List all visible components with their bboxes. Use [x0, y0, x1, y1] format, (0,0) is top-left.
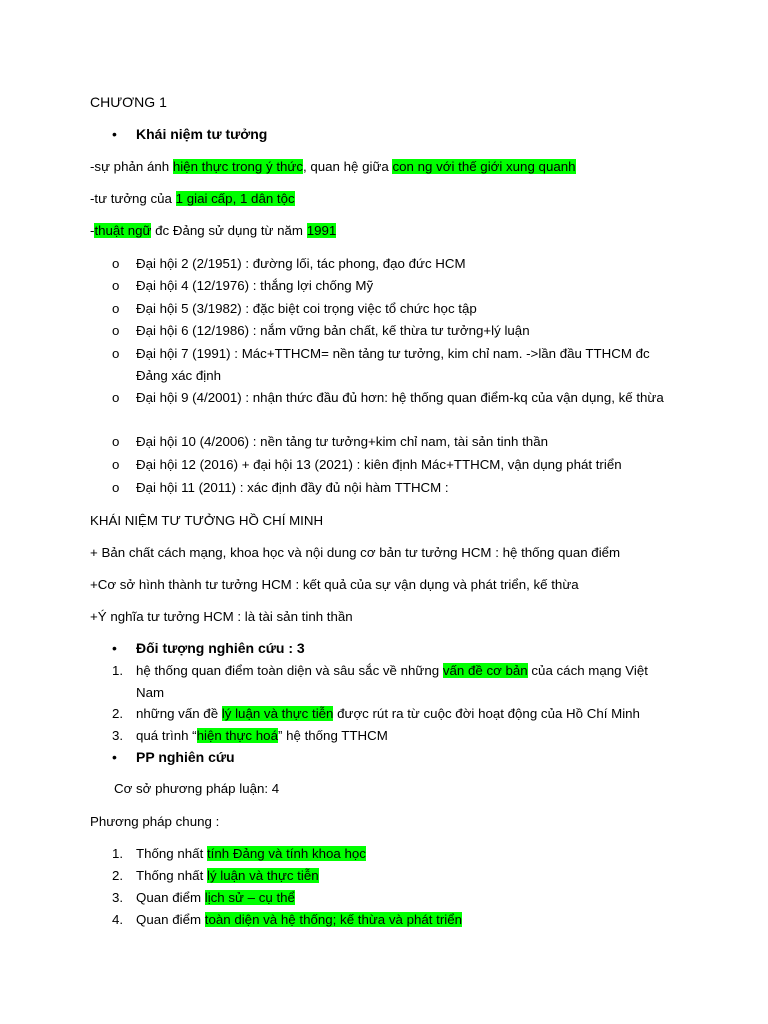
- text-line: + Bản chất cách mạng, khoa học và nội dung cơ bản tư tưởng HCM : hệ thống quan điểm: [90, 545, 621, 560]
- list-item: 2. Thống nhất lý luận và thực tiễn: [112, 868, 319, 883]
- highlighted-text: toàn diện và hệ thống; kế thừa và phát triển: [204, 912, 463, 927]
- bullet-icon: •: [112, 126, 117, 142]
- section-heading-research-object: [112, 639, 305, 658]
- section-title: Khái niệm tư tưởng: [136, 126, 268, 142]
- section-heading-methods: [112, 748, 235, 767]
- bullet-icon: •: [112, 640, 117, 656]
- highlighted-text: con ng với thế giới xung quanh: [392, 159, 576, 174]
- concept-title: KHÁI NIỆM TƯ TƯỞNG HỒ CHÍ MINH: [90, 513, 324, 528]
- text-line: Cơ sở phương pháp luận: 4: [114, 781, 280, 796]
- list-item: o Đại hội 11 (2011) : xác định đầy đủ nội hàm TTHCM :: [112, 480, 449, 495]
- highlighted-text: thuật ngữ: [94, 223, 152, 238]
- chapter-title: CHƯƠNG 1: [90, 94, 167, 110]
- highlighted-text: tính Đảng và tính khoa học: [206, 846, 366, 861]
- text-line: -thuật ngữ đc Đảng sử dụng từ năm 1991: [90, 223, 337, 238]
- list-item: o Đại hội 6 (12/1986) : nắm vững bản chất, kế thừa tư tưởng+lý luận: [112, 323, 530, 338]
- list-item: o Đại hội 4 (12/1976) : thắng lợi chống Mỹ: [112, 278, 374, 293]
- highlighted-text: 1991: [306, 223, 337, 238]
- list-item: 1. hệ thống quan điểm toàn diện và sâu sắc về những vấn đề cơ bản của cách mạng Việt Nam: [112, 663, 648, 700]
- list-item: o Đại hội 7 (1991) : Mác+TTHCM= nền tảng tư tưởng, kim chỉ nam. ->lần đầu TTHCM đc Đảng xác định: [112, 346, 650, 383]
- highlighted-text: hiện thực trong ý thức: [172, 159, 303, 174]
- bullet-icon: •: [112, 749, 117, 765]
- list-item: o Đại hội 9 (4/2001) : nhận thức đầu đủ hơn: hệ thống quan điểm-kq của vận dụng, kế thừa: [112, 390, 664, 405]
- section-heading-concept: [112, 125, 267, 144]
- list-item: o Đại hội 10 (4/2006) : nền tảng tư tưởng+kim chỉ nam, tài sản tinh thần: [112, 434, 548, 449]
- list-item: 3. Quan điểm lịch sử – cụ thể: [112, 890, 295, 905]
- text-line: +Ý nghĩa tư tưởng HCM : là tài sản tinh thần: [90, 609, 353, 624]
- section-title: Đối tượng nghiên cứu : 3: [136, 640, 305, 656]
- list-item: 2. những vấn đề lý luận và thực tiễn được rút ra từ cuộc đời hoạt động của Hồ Chí Minh: [112, 706, 640, 721]
- highlighted-text: lịch sử – cụ thể: [204, 890, 295, 905]
- section-title: PP nghiên cứu: [136, 749, 235, 765]
- highlighted-text: 1 giai cấp, 1 dân tộc: [175, 191, 295, 206]
- list-item: o Đại hội 2 (2/1951) : đường lối, tác phong, đạo đức HCM: [112, 256, 466, 271]
- text-line: -tư tưởng của 1 giai cấp, 1 dân tộc: [90, 191, 295, 206]
- text-line: -sự phản ánh hiện thực trong ý thức, quan hệ giữa con ng với thế giới xung quanh: [90, 159, 576, 174]
- list-item: o Đại hội 12 (2016) + đại hội 13 (2021) : kiên định Mác+TTHCM, vận dụng phát triển: [112, 457, 622, 472]
- list-item: o Đại hội 5 (3/1982) : đặc biệt coi trọng việc tổ chức học tập: [112, 301, 477, 316]
- highlighted-text: hiện thực hoá: [196, 728, 278, 743]
- highlighted-text: vấn đề cơ bản: [442, 663, 528, 678]
- list-item: 3. quá trình “hiện thực hoá” hệ thống TTHCM: [112, 728, 388, 743]
- text-line: +Cơ sở hình thành tư tưởng HCM : kết quả của sự vận dụng và phát triển, kế thừa: [90, 577, 579, 592]
- list-item: 4. Quan điểm toàn diện và hệ thống; kế thừa và phát triển: [112, 912, 463, 927]
- text-line: Phương pháp chung :: [90, 814, 220, 829]
- highlighted-text: lý luận và thực tiễn: [206, 868, 319, 883]
- list-item: 1. Thống nhất tính Đảng và tính khoa học: [112, 846, 366, 861]
- highlighted-text: lý luận và thực tiễn: [221, 706, 334, 721]
